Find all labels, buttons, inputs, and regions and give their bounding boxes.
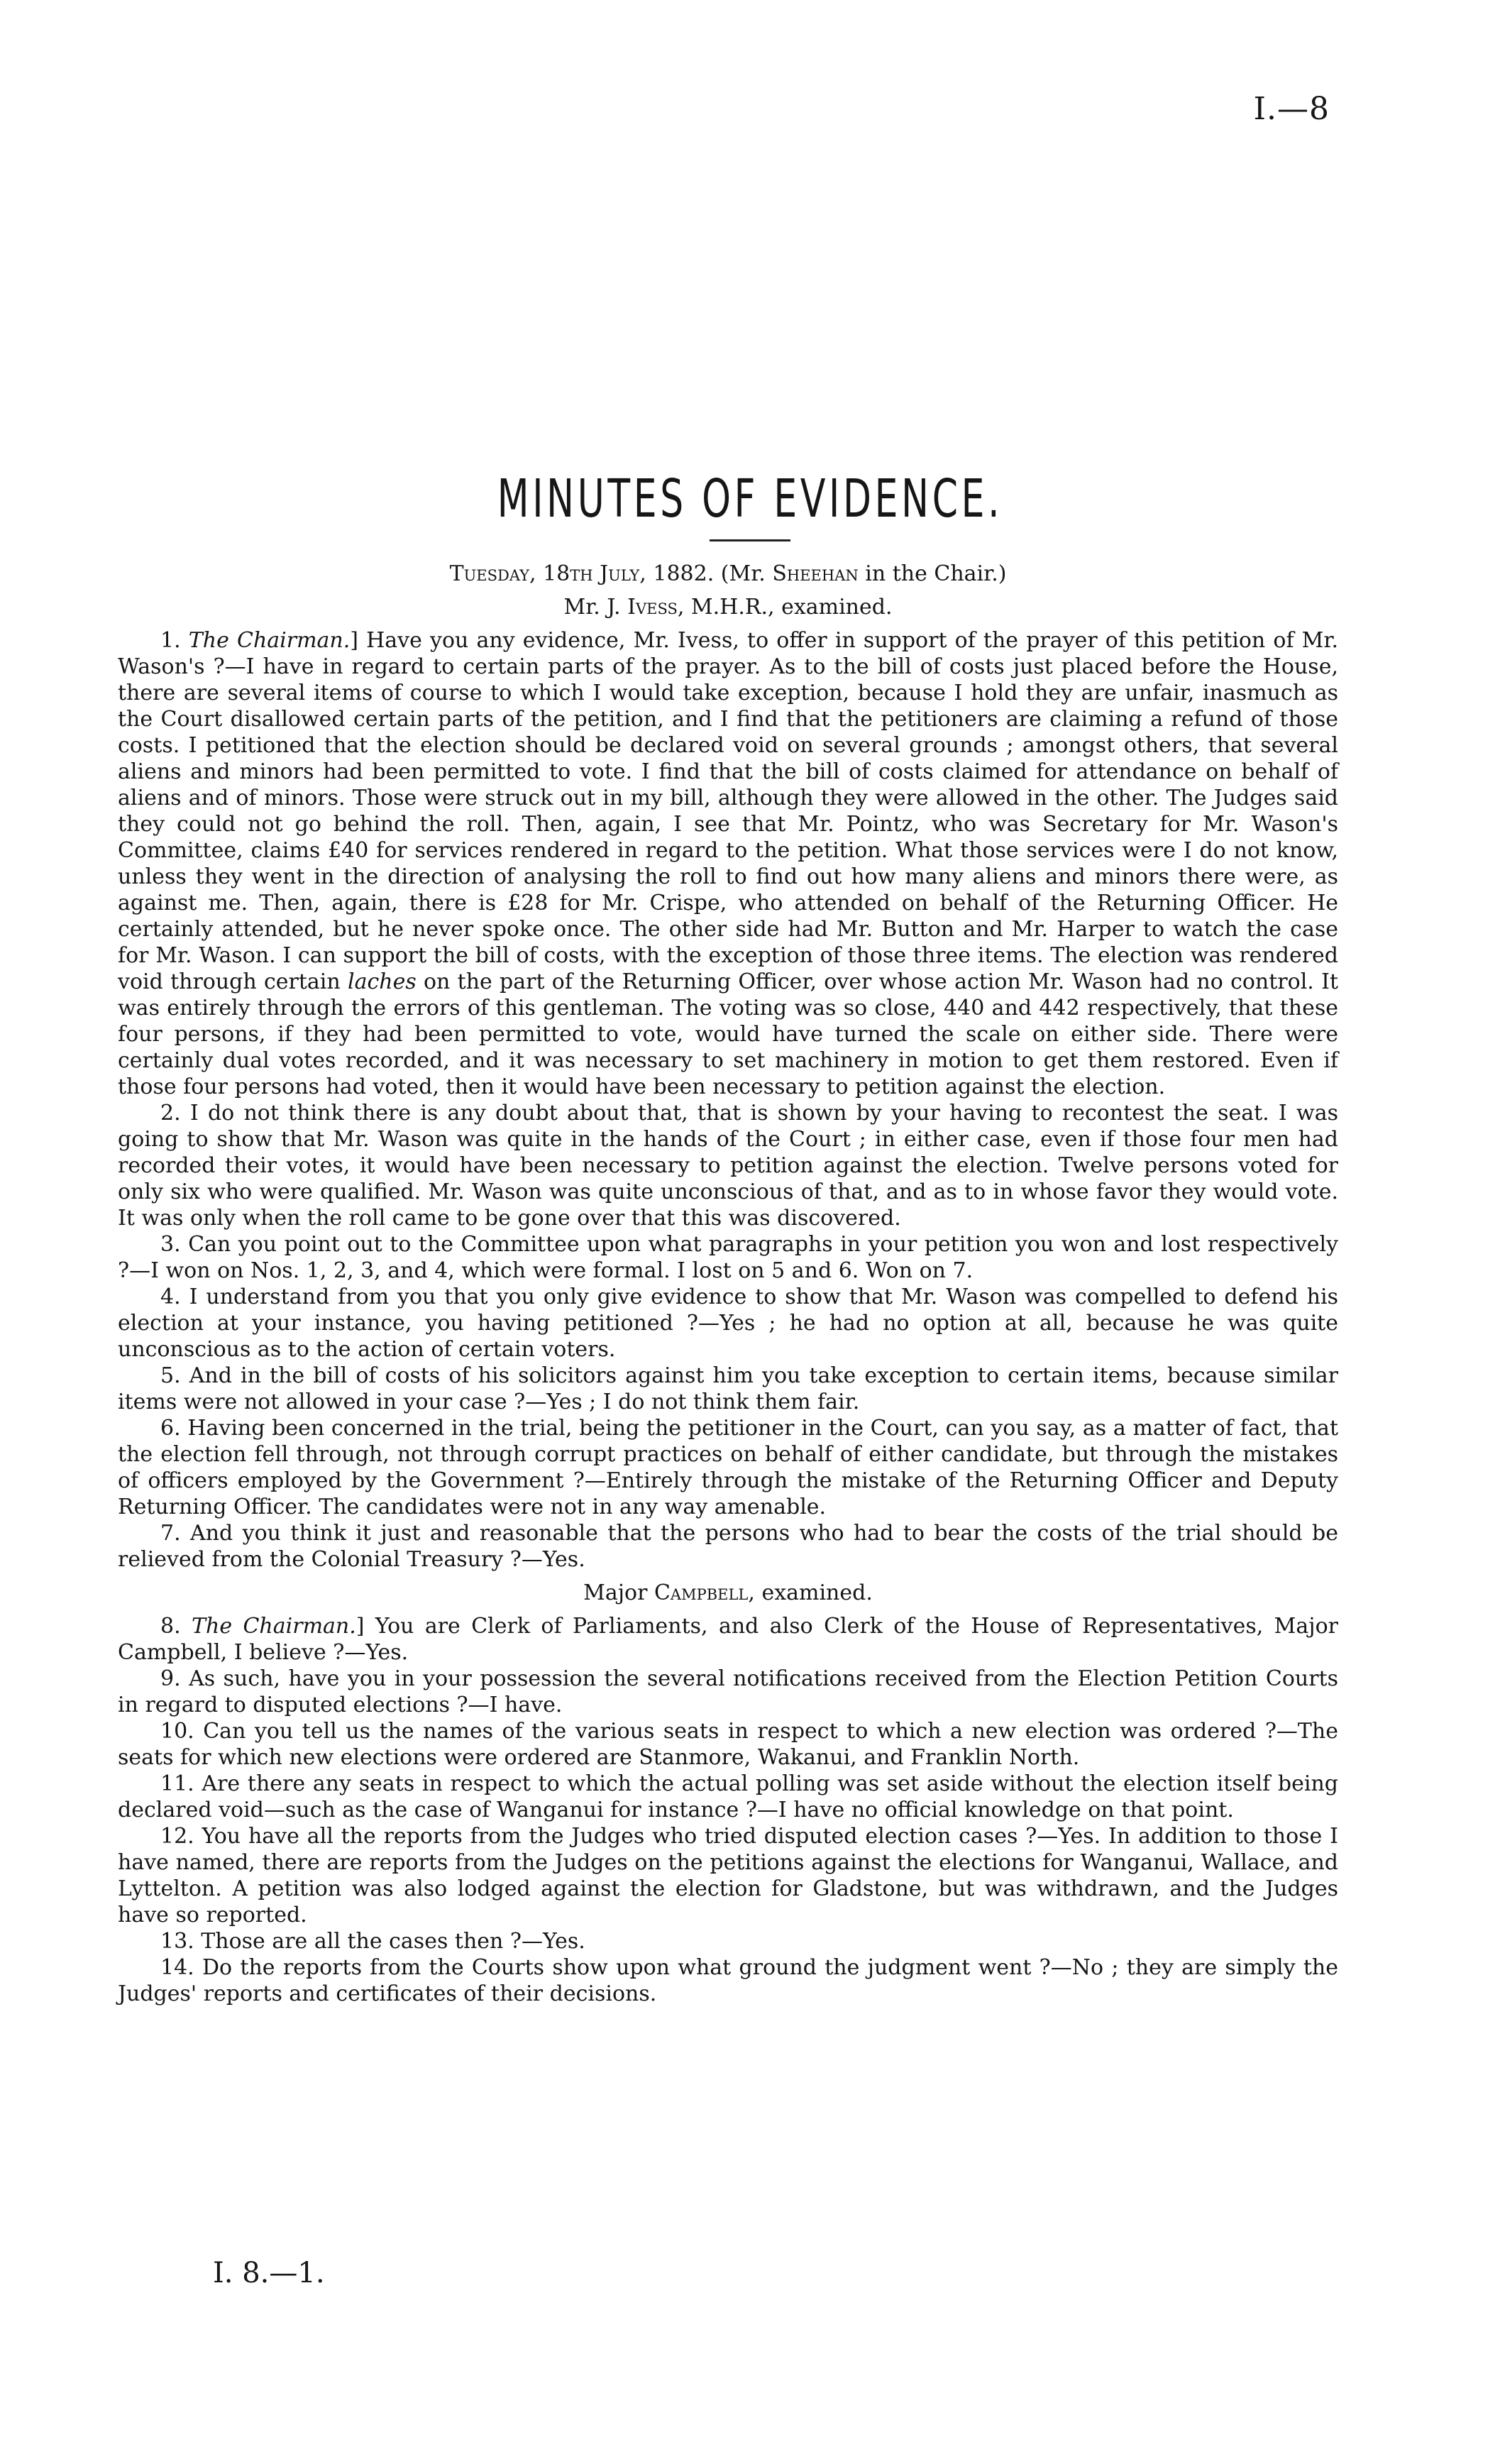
answer-text: ] Have you any evidence, Mr. Ivess, to offer in support of the prayer of this petition of Mr. Wason's ?—I have in regard to certain parts of the prayer. As to the bill of costs just placed before the House, there are several items of course to which I would take exception, because I hold they are unfair, inasmuch as the Court disallowed certain parts of the petition, and I find that the petitioners are claiming a refund of those costs. I petitioned that the election should be declared void on several grounds ; amongst others, that several aliens and minors had been permitted to vote. I find that the bill of costs claimed for attendance on behalf of aliens and of minors. Those were struck out in my bill, although they were allowed in the other. The Judges said they could not go behind the roll. Then, again, I see that Mr. Pointz, who was Secretary for Mr. Wason's Committee, claims £40 for services rendered in regard to the petition. What those services were I do not know, unless they went in the direction of analysing the roll to find out how many aliens and minors there were, as against me. Then, again, there is £28 for Mr. Crispe, who attended on behalf of the Returning Officer. He certainly attended, but he never spoke once. The other side had Mr. Button and Mr. Harper to watch the case for Mr. Wason. I can support the bill of costs, with the exception of those three items. The election was rendered void through certain [118, 628, 1338, 994]
question-13: 13. Those are all the cases then ?—Yes. [160, 1929, 585, 1954]
title-divider [710, 539, 790, 541]
question-2: 2. I do not think there is any doubt about that, that is shown by your having to recontest the seat. I was going to show that Mr. Wason was quite in the hands of the Court ; in either case, even if those four men had recorded their votes, it would have been necessary to petition against the election. Twelve persons voted for only six who were qualified. Mr. Wason was quite unconscious of that, and as to in whose favor they would vote. It was only when the roll came to be gone over that this was discovered. [118, 1101, 1338, 1231]
question-number: 8. [160, 1614, 192, 1639]
question-7: 7. And you think it just and reasonable that the persons who had to bear the costs of the trial should be relieved from the Colonial Treasury ?—Yes. [118, 1521, 1338, 1572]
question-number: 1. [160, 628, 189, 653]
chair-open: (Mr. [720, 561, 773, 586]
question-10: 10. Can you tell us the names of the various seats in respect to which a new election was ordered ?—The seats for which new elections were ordered are Stanmore, Wakanui, and Franklin North. [118, 1719, 1338, 1770]
witness-suffix: , examined. [748, 1580, 873, 1605]
question-5: 5. And in the bill of costs of his solicitors against him you take exception to certain items, because similar items were not allowed in your case ?—Yes ; I do not think them fair. [118, 1363, 1338, 1414]
question-14: 14. Do the reports from the Courts show upon what ground the judgment went ?—No ; they are simply the Judges' reports and certificates of their decisions. [118, 1955, 1338, 2006]
witness-heading-campbell [118, 1580, 1338, 1606]
witness-name: Ivess [627, 595, 678, 620]
document-body [118, 554, 1338, 2007]
witness-name: Campbell [654, 1580, 749, 1605]
question-4: 4. I understand from you that you only give evidence to show that Mr. Wason was compelled to defend his election at your instance, you having petitioned ?—Yes ; he had no option at all, because he was quite unconscious as to the action of certain voters. [118, 1285, 1338, 1362]
answer-text: ] You are Clerk of Parliaments, and also Clerk of the House of Representatives, Major Campbell, I believe ?—Yes. [118, 1614, 1338, 1665]
question-11: 11. Are there any seats in respect to which the actual polling was set aside without the election itself being declared void—such as the case of Wanganui for instance ?—I have no official knowledge on that point. [118, 1771, 1338, 1822]
question-9: 9. As such, have you in your possession the several notifications received from the Election Petition Courts in regard to disputed elections ?—I have. [118, 1666, 1338, 1717]
session-heading [118, 561, 1338, 587]
question-1 [118, 627, 1338, 1100]
chair-name: Sheehan [772, 561, 859, 586]
answer-text-end: on the part of the Returning Officer, over whose action Mr. Wason had no control. It was entirely through the errors of this gentleman. The voting was so close, 440 and 442 respectively, that these four persons, if they had been permitted to vote, would have turned the scale on either side. There were certainly dual votes recorded, and it was necessary to set machinery in motion to get them restored. Even if those four persons had voted, then it would have been necessary to petition against the election. [118, 969, 1339, 1099]
page-title: MINUTES OF EVIDENCE. [497, 468, 1003, 529]
witness-suffix: , M.H.R., examined. [677, 595, 893, 620]
page-number: I.—8 [1253, 91, 1330, 127]
speaker-label: The Chairman. [192, 1614, 356, 1639]
question-8 [118, 1613, 1338, 1666]
page-footer-signature: I. 8.—1. [213, 2257, 325, 2289]
speaker-label: The Chairman. [188, 628, 351, 653]
question-3: 3. Can you point out to the Committee upon what paragraphs in your petition you won and lost respectively ?—I won on Nos. 1, 2, 3, and 4, which were formal. I lost on 5 and 6. Won on 7. [118, 1232, 1338, 1283]
question-12: 12. You have all the reports from the Judges who tried disputed election cases ?—Yes. In addition to those I have named, there are reports from the Judges on the petitions against the elections for Wanganui, Wallace, and Lyttelton. A petition was also lodged against the election for Gladstone, but was withdrawn, and the Judges have so reported. [118, 1824, 1338, 1927]
chair-close: in the Chair.) [858, 561, 1007, 586]
question-6: 6. Having been concerned in the trial, being the petitioner in the Court, can you say, as a matter of fact, that the election fell through, not through corrupt practices on behalf of either candidate, but through the mistakes of officers employed by the Government ?—Entirely through the mistake of the Returning Officer and Deputy Returning Officer. The candidates were not in any way amenable. [118, 1416, 1338, 1519]
witness-heading-ivess [118, 594, 1338, 620]
witness-prefix: Major [583, 1580, 654, 1605]
session-date: Tuesday, 18th July, 1882. [449, 561, 715, 586]
witness-prefix: Mr. J. [563, 595, 628, 620]
italic-term: laches [347, 969, 417, 994]
